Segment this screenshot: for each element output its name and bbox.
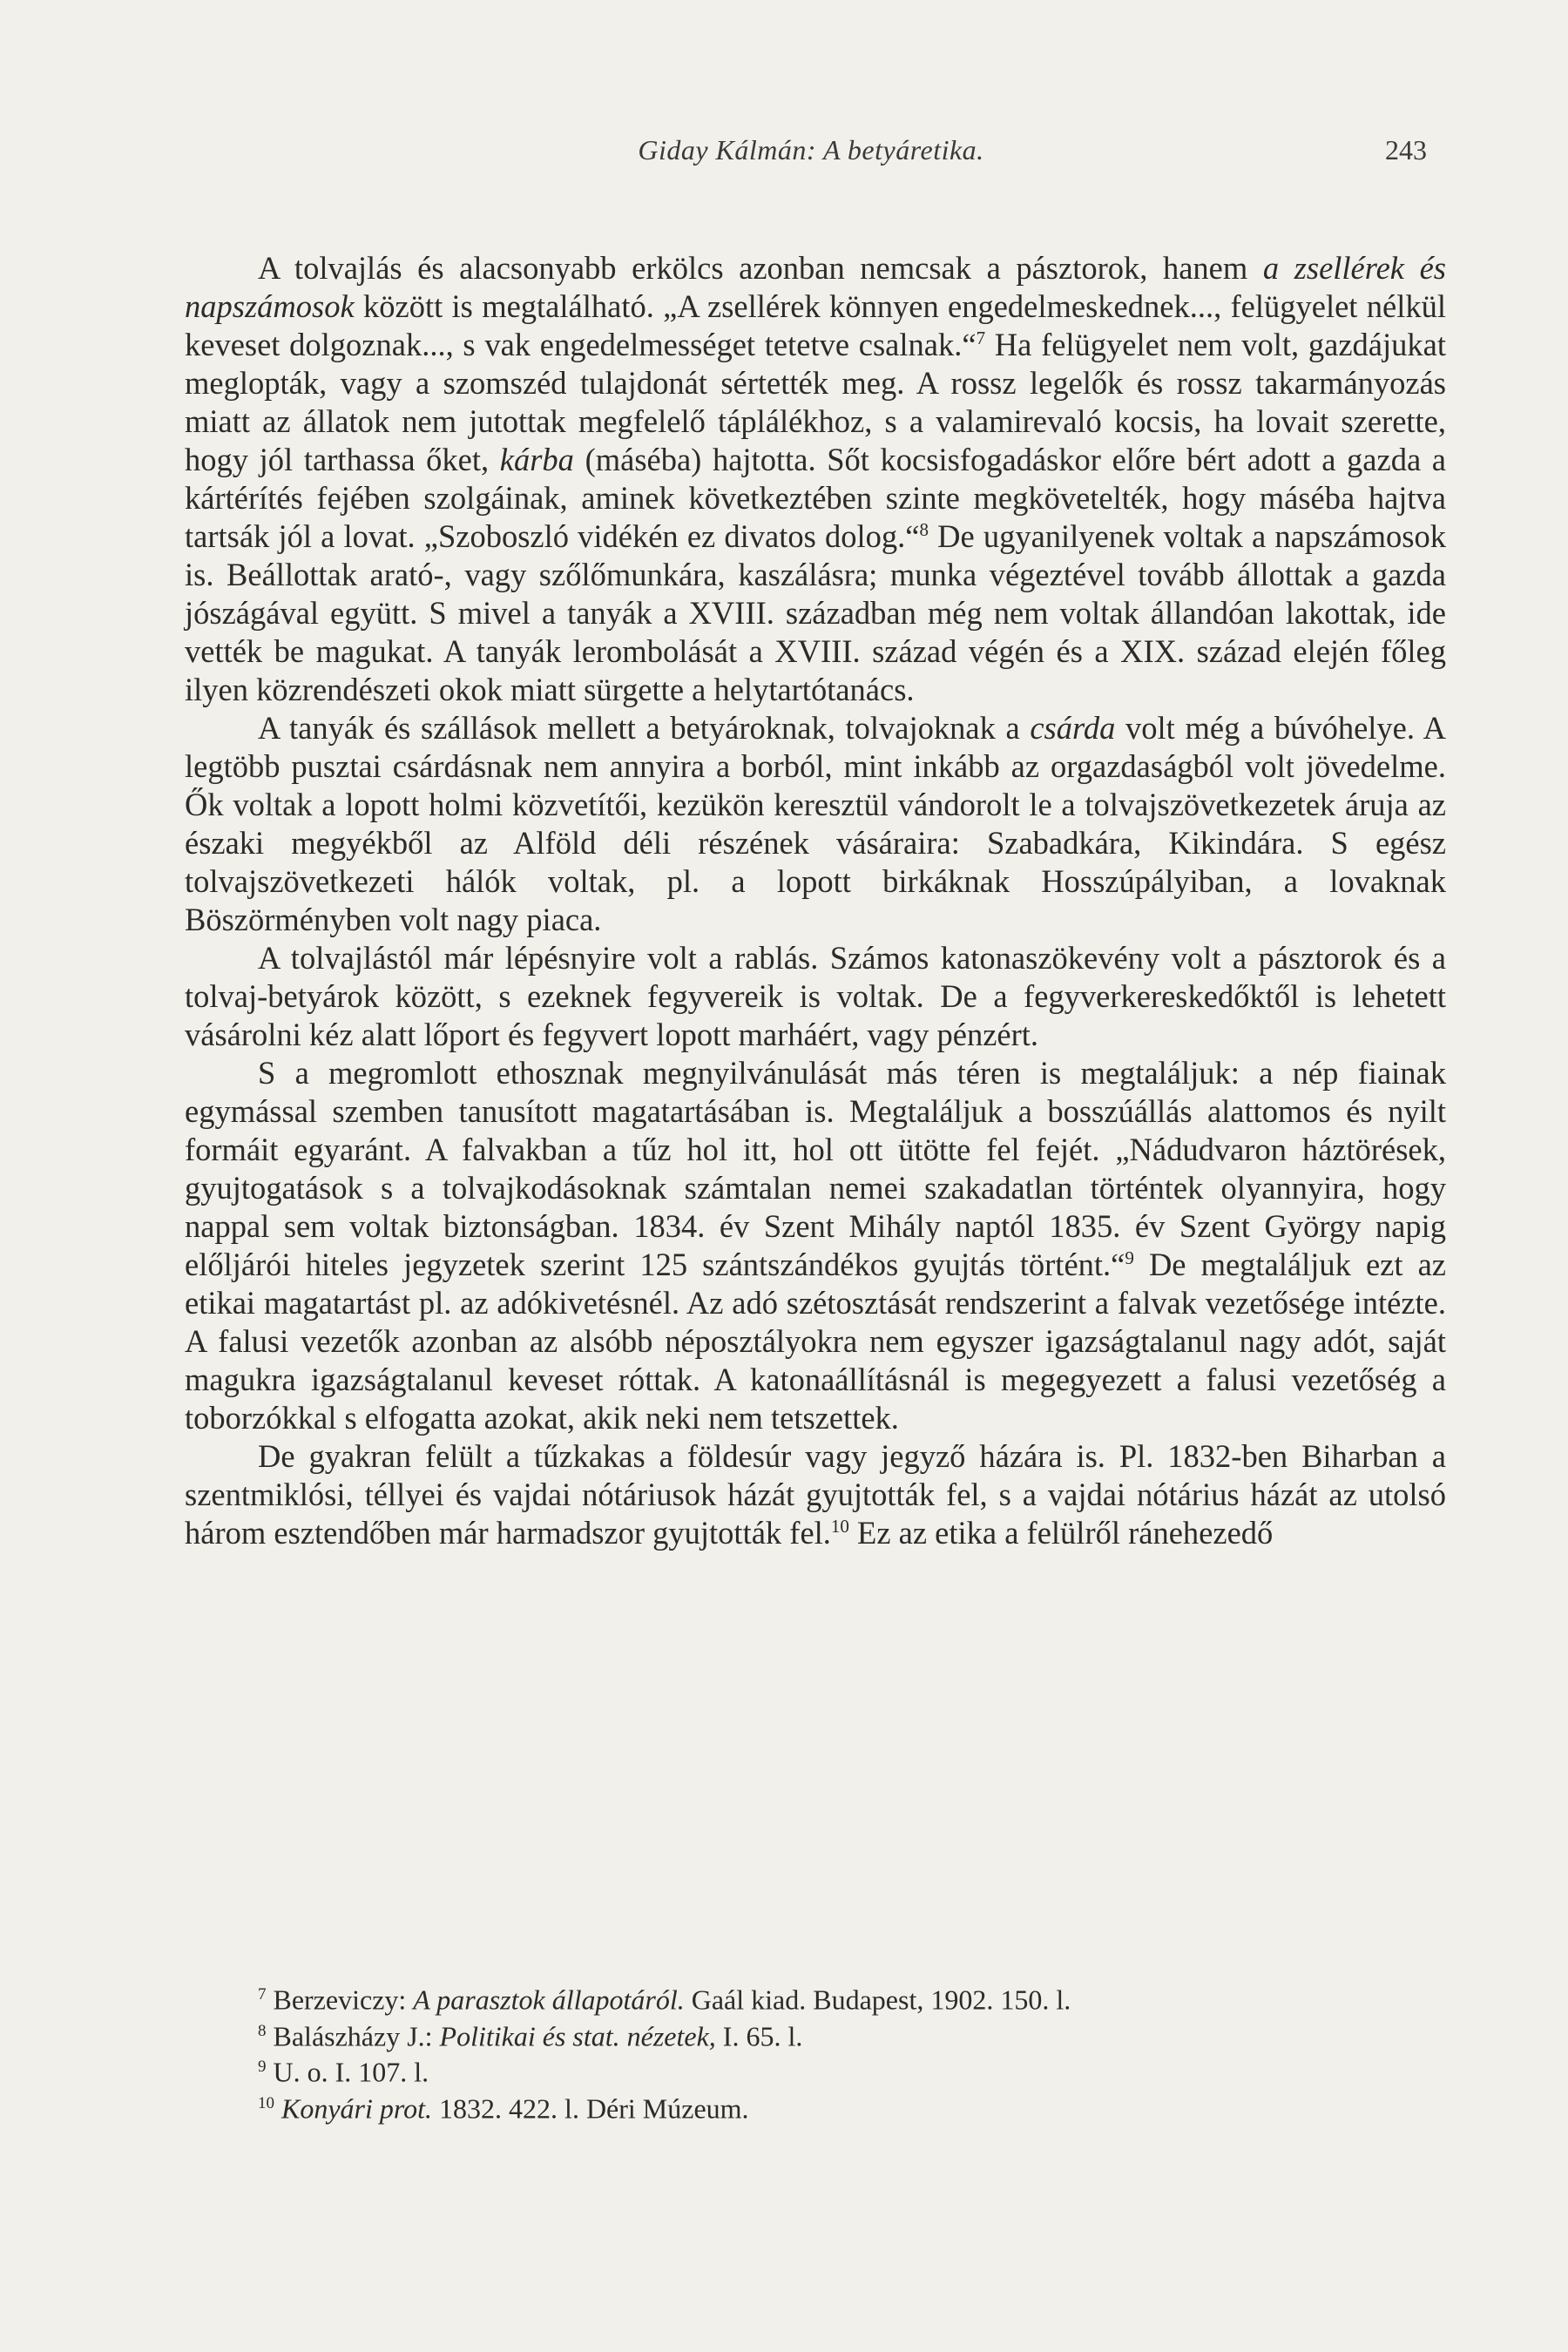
page-number: 243 <box>1385 134 1427 166</box>
footnote-ref-9: 9 <box>1125 1247 1134 1268</box>
footnote-ref-8: 8 <box>919 518 929 540</box>
paragraph-2: A tanyák és szállások mellett a betyároknak, tolvajoknak a csárda volt még a búvóhelye. A legtöbb pusztai csárdásnak nem annyira a borból, mint inkább az orgazdaságból volt jövedelme. Ők voltak a lopott holmi közvetítői, kezükön keresztül vándorolt le a tolvajszövetkezetek áruja az északi megyékből az Alföld déli részének vásáraira: Szabadkára, Kikindára. S egész tolvajszövetkezeti hálók voltak, pl. a lopott birkáknak Hosszúpályiban, a lovaknak Böszörményben volt nagy piaca. <box>185 710 1446 937</box>
footnote-8: $^8$ Balászházy J.: Politikai és stat. nézetek, I. 65. l. <box>258 2020 803 2052</box>
footnote-ref-7: 7 <box>976 327 986 348</box>
paragraph-4: S a megromlott ethosznak megnyilvánulását más téren is megtaláljuk: a nép fiainak egymással szemben tanusított magatartásában is. Megtaláljuk a bosszúállás alattomos és nyilt formáit egyaránt. A falvakban a tűz hol itt, hol ott ütötte fel fejét. „Nádudvaron háztörések, gyujtogatások s a tolvajkodásoknak számtalan nemei szakadatlan történtek olyannyira, hogy nappal sem voltak biztonságban. 1834. év Szent Mihály naptól 1835. év Szent György napig előljárói hiteles jegyzetek szerint 125 szántszándékos gyujtás történt.“$^9$ De megtaláljuk ezt az etikai magatartást pl. az adókivetésnél. Az adó szétosztását rendszerint a falvak vezetősége intézte. A falusi vezetők azonban az alsóbb néposztályokra nem egyszer igazságtalanul nagy adót, saját magukra igazságtalanul keveset róttak. A katonaállításnál is megegyezett a falusi vezetőség a toborzókkal s elfogatta azokat, akik neki nem tetszettek. <box>185 1055 1446 1436</box>
page-header <box>185 127 1437 171</box>
footnote-9: $^9$ U. o. I. 107. l. <box>258 2056 429 2088</box>
paragraph-1: A tolvajlás és alacsonyabb erkölcs azonban nemcsak a pásztorok, hanem a zsellérek és napszámosok között is megtalálható. „A zsellérek könnyen engedelmeskednek..., felügyelet nélkül keveset dolgoznak..., s vak engedelmességet tetetve csalnak.“$^7$ Ha felügyelet nem volt, gazdájukat meglopták, vagy a szomszéd tulajdonát sértették meg. A rossz legelők és rossz takarmányozás miatt az állatok nem jutottak megfelelő táplálékhoz, s a valamirevaló kocsis, ha lovait szerette, hogy jól tarthassa őket, kárba (máséba) hajtotta. Sőt kocsisfogadáskor előre bért adott a gazda a kártérítés fejében szolgáinak, aminek következtében szinte megkövetelték, hogy máséba hajtva tartsák jól a lovat. „Szoboszló vidékén ez divatos dolog.“$^8$ De ugyanilyenek voltak a napszámosok is. Beállottak arató-, vagy szőlőmunkára, kaszálásra; munka végeztével tovább állottak a gazda jószágával együtt. S mivel a tanyák a XVIII. században még nem voltak állandóan lakottak, ide vették be magukat. A tanyák lerombolását a XVIII. század végén és a XIX. század elején főleg ilyen közrendészeti okok miatt sürgette a helytartótanács. <box>185 250 1446 707</box>
running-head: Giday Kálmán: A betyáretika. <box>638 134 984 166</box>
paragraph-3: A tolvajlástól már lépésnyire volt a rablás. Számos katonaszökevény volt a pásztorok és a tolvaj-betyárok között, s ezeknek fegyvereik is voltak. De a fegyverkereskedőktől is lehetett vásárolni kéz alatt lőport és fegyvert lopott marháért, vagy pénzért. <box>185 940 1446 1052</box>
footnote-ref-10: 10 <box>830 1515 849 1537</box>
footnotes <box>258 1979 1460 2125</box>
body-text <box>185 249 1446 1552</box>
footnote-10: $^{10}$ Konyári prot. 1832. 422. l. Déri Múzeum. <box>258 2092 749 2125</box>
paragraph-5: De gyakran felült a tűzkakas a földesúr vagy jegyző házára is. Pl. 1832-ben Biharban a szentmiklósi, téllyei és vajdai nótáriusok házát gyujtották fel, s a vajdai nótárius házát az utolsó három esztendőben már harmadszor gyujtották fel.$^{10}$ Ez az etika a felülről ránehezedő <box>185 1438 1446 1551</box>
footnote-7: $^7$ Berzeviczy: A parasztok állapotáról. Gaál kiad. Budapest, 1902. 150. l. <box>258 1984 1071 2016</box>
